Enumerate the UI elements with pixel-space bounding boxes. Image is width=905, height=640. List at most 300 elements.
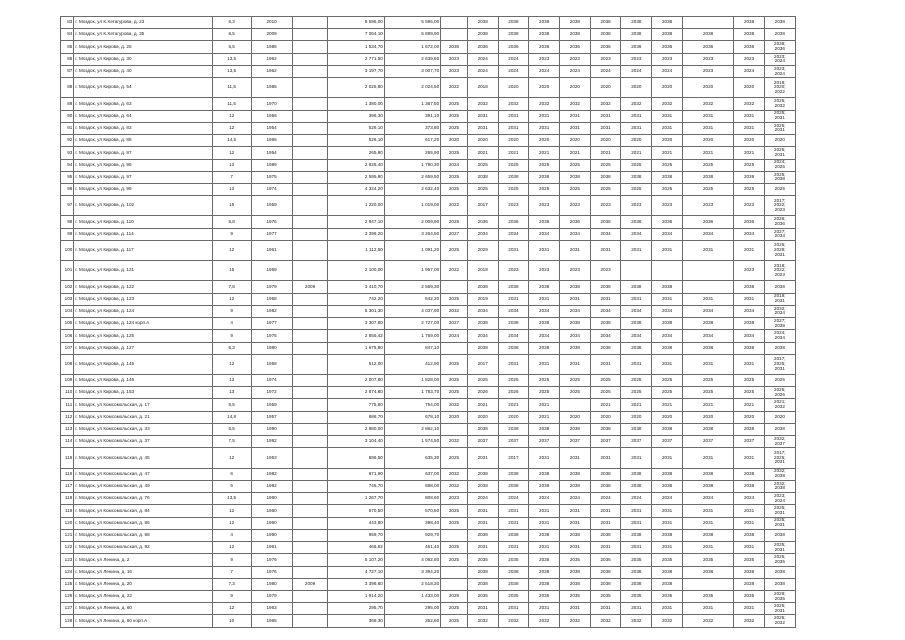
- row-year-renovated: [292, 318, 328, 330]
- row-total-area: 2 855,42: [328, 330, 384, 342]
- row-number: 113: [61, 423, 74, 435]
- row-year-g: 2020: [441, 411, 468, 423]
- row-living-area: 642,20: [384, 293, 440, 305]
- row-address: г. Моздок, ул Комсомольская, д. 37: [74, 436, 212, 448]
- row-year-c3: 2038: [529, 480, 560, 492]
- row-year-built: 1965: [251, 615, 292, 628]
- row-year-c3: 2021: [529, 411, 560, 423]
- table-body: [61, 17, 842, 628]
- row-living-area: 2 009,90: [384, 216, 440, 228]
- row-year-c5: 2038: [590, 318, 621, 330]
- row-address: г. Моздок, ул Кирова, д. 122: [74, 281, 212, 293]
- row-living-area: 295,00: [384, 603, 440, 615]
- row-year-c2: 2035: [498, 554, 529, 566]
- row-address: г. Моздок, ул Комсомольская, д. 76: [74, 493, 212, 505]
- row-number: 102: [61, 281, 74, 293]
- row-number: 84: [61, 29, 74, 41]
- row-total-area: 396,30: [328, 110, 384, 122]
- row-year-c5: 2020: [590, 411, 621, 423]
- row-year-c8: [682, 17, 733, 29]
- row-year-c2: 2026: [498, 387, 529, 399]
- row-year-summary: 2025; 2031: [764, 110, 795, 122]
- row-year-c2: 2031: [498, 110, 529, 122]
- row-living-area: 2 659,50: [384, 171, 440, 183]
- row-year-c1: 2017: [467, 354, 498, 374]
- row-year-c1: 2024: [467, 53, 498, 65]
- row-year-c1: 2031: [467, 603, 498, 615]
- row-year-built: 1986: [251, 41, 292, 53]
- row-year-c7: 2031: [652, 293, 683, 305]
- row-year-c8: 2038: [682, 171, 733, 183]
- row-year-c8: [682, 281, 733, 293]
- row-year-c3: 2031: [529, 542, 560, 554]
- row-year-c1: 2029: [467, 240, 498, 260]
- row-wear: 13,5: [212, 493, 251, 505]
- row-year-built: 1959: [251, 261, 292, 281]
- row-year-summary: 2020: [764, 135, 795, 147]
- row-year-built: 1982: [251, 436, 292, 448]
- row-year-c2: 2031: [498, 354, 529, 374]
- row-year-c8: 2031: [682, 517, 733, 529]
- row-year-c8: 2038: [682, 29, 733, 41]
- row-total-area: 2 947,10: [328, 216, 384, 228]
- row-year-built: 1989: [251, 159, 292, 171]
- row-year-built: 1960: [251, 505, 292, 517]
- row-number: 116: [61, 468, 74, 480]
- row-year-c8: 2031: [682, 603, 733, 615]
- row-year-c5: 2021: [590, 399, 621, 411]
- row-year-c5: 2020: [590, 78, 621, 98]
- row-year-built: 1976: [251, 554, 292, 566]
- row-number: 126: [61, 590, 74, 602]
- table-row: [61, 566, 842, 578]
- schedule-sheet: [60, 16, 842, 628]
- row-living-area: 1 367,50: [384, 98, 440, 110]
- row-year-c7: 2038: [652, 529, 683, 541]
- row-year-c3: 2037: [529, 436, 560, 448]
- row-year-c9: 2031: [734, 603, 765, 615]
- row-year-built: 1954: [251, 122, 292, 134]
- row-year-c8: 2034: [682, 228, 733, 240]
- row-year-c8: [682, 578, 733, 590]
- row-year-c4: 2031: [560, 293, 591, 305]
- row-year-c5: 2031: [590, 122, 621, 134]
- row-year-c3: 2038: [529, 578, 560, 590]
- row-wear: 6: [212, 480, 251, 492]
- row-address: г. Моздок, ул Кирова, д. 30: [74, 53, 212, 65]
- row-year-c7: 2021: [652, 147, 683, 159]
- row-year-c2: 2038: [498, 578, 529, 590]
- row-year-c6: 2024: [621, 65, 652, 77]
- row-year-c2: 2021: [498, 147, 529, 159]
- row-wear: 9: [212, 228, 251, 240]
- row-wear: 12: [212, 122, 251, 134]
- row-year-c7: 2031: [652, 354, 683, 374]
- row-year-renovated: [292, 448, 328, 468]
- row-wear: 12: [212, 110, 251, 122]
- row-year-g: [441, 578, 468, 590]
- row-year-c8: 2023: [682, 53, 733, 65]
- row-year-c2: 2021: [498, 399, 529, 411]
- row-number: 93: [61, 147, 74, 159]
- table-row: [61, 578, 842, 590]
- table-row: [61, 529, 842, 541]
- row-number: 128: [61, 615, 74, 628]
- row-year-c1: 2031: [467, 542, 498, 554]
- row-year-c4: 2038: [560, 29, 591, 41]
- row-number: 95: [61, 171, 74, 183]
- row-year-c3: 2036: [529, 41, 560, 53]
- row-year-summary: 2025; 2031: [764, 603, 795, 615]
- row-year-c6: 2020: [621, 411, 652, 423]
- row-year-c3: 2038: [529, 318, 560, 330]
- row-year-c4: 2024: [560, 65, 591, 77]
- row-address: г. Моздок, ул Комсомольская, д. 88: [74, 529, 212, 541]
- row-year-c9: 2025: [734, 159, 765, 171]
- table-row: [61, 65, 842, 77]
- row-year-summary: 2019; 2031: [764, 293, 795, 305]
- row-year-c7: 2038: [652, 17, 683, 29]
- row-year-g: 2025: [441, 375, 468, 387]
- row-year-c2: 2032: [498, 98, 529, 110]
- row-total-area: 2 007,80: [328, 375, 384, 387]
- row-year-c1: 2038: [467, 281, 498, 293]
- row-total-area: 443,80: [328, 517, 384, 529]
- row-year-g: 2025: [441, 517, 468, 529]
- row-year-c5: 2032: [590, 98, 621, 110]
- row-year-c5: 2025: [590, 375, 621, 387]
- row-year-summary: 2025; 2031: [764, 517, 795, 529]
- row-year-c7: 2035: [652, 590, 683, 602]
- row-year-c8: 2038: [682, 566, 733, 578]
- row-year-c8: 2034: [682, 330, 733, 342]
- row-year-c1: 2018: [467, 261, 498, 281]
- row-year-c8: 2035: [682, 554, 733, 566]
- row-year-g: 2032: [441, 436, 468, 448]
- row-year-c2: 2036: [498, 41, 529, 53]
- row-year-c7: 2036: [652, 216, 683, 228]
- row-number: 125: [61, 578, 74, 590]
- row-year-c8: 2038: [682, 468, 733, 480]
- row-year-renovated: [292, 411, 328, 423]
- row-address: г. Моздок, ул Кирова, д. 99: [74, 184, 212, 196]
- row-year-built: 1962: [251, 65, 292, 77]
- row-year-summary: 2017; 2025; 2031: [764, 448, 795, 468]
- row-year-c4: 2035: [560, 590, 591, 602]
- row-year-summary: 2038: [764, 281, 795, 293]
- row-number: 122: [61, 542, 74, 554]
- row-address: г. Моздок, ул Ленина, д. 16: [74, 566, 212, 578]
- row-living-area: 3 264,50: [384, 228, 440, 240]
- row-year-built: 1975: [251, 330, 292, 342]
- row-year-c4: 2038: [560, 468, 591, 480]
- row-total-area: 265,90: [328, 147, 384, 159]
- row-year-c6: 2031: [621, 505, 652, 517]
- table-row: [61, 468, 842, 480]
- row-year-built: 1960: [251, 493, 292, 505]
- row-total-area: 2 025,80: [328, 78, 384, 98]
- row-year-c2: 2038: [498, 566, 529, 578]
- row-year-c8: 2021: [682, 399, 733, 411]
- row-number: 117: [61, 480, 74, 492]
- row-year-c3: 2031: [529, 240, 560, 260]
- row-year-c9: 2038: [734, 423, 765, 435]
- row-year-summary: 2026; 2036: [764, 216, 795, 228]
- row-year-c3: 2023: [529, 53, 560, 65]
- row-year-c2: 2034: [498, 330, 529, 342]
- row-year-g: [441, 29, 468, 41]
- row-living-area: 3 394,20: [384, 566, 440, 578]
- row-year-c6: 2031: [621, 448, 652, 468]
- row-address: г. Моздок, ул Комсомольская, д. 33: [74, 423, 212, 435]
- row-year-c7: 2025: [652, 375, 683, 387]
- row-year-summary: 2025: [764, 184, 795, 196]
- row-year-c7: [652, 261, 683, 281]
- row-year-built: 2010: [251, 17, 292, 29]
- row-year-g: 2027: [441, 228, 468, 240]
- row-year-c3: 2032: [529, 98, 560, 110]
- row-total-area: 369,30: [328, 615, 384, 628]
- row-year-c7: 2038: [652, 423, 683, 435]
- table-row: [61, 590, 842, 602]
- row-year-renovated: [292, 517, 328, 529]
- table-row: [61, 184, 842, 196]
- table-row: [61, 342, 842, 354]
- row-year-c7: 2025: [652, 184, 683, 196]
- row-wear: 9: [212, 590, 251, 602]
- row-year-c7: 2038: [652, 171, 683, 183]
- row-year-c6: 2035: [621, 590, 652, 602]
- row-year-c8: 2036: [682, 216, 733, 228]
- row-number: 107: [61, 342, 74, 354]
- row-year-c3: 2031: [529, 110, 560, 122]
- row-year-c9: 2036: [734, 216, 765, 228]
- row-number: 121: [61, 529, 74, 541]
- row-year-c1: 2037: [467, 436, 498, 448]
- row-year-c5: 2038: [590, 468, 621, 480]
- row-year-g: 2022: [441, 196, 468, 216]
- row-number: 98: [61, 216, 74, 228]
- row-year-g: 2025: [441, 184, 468, 196]
- row-year-c5: 2034: [590, 330, 621, 342]
- row-year-built: 1976: [251, 216, 292, 228]
- row-year-c6: 2038: [621, 529, 652, 541]
- row-year-c9: 2038: [734, 529, 765, 541]
- row-year-built: 1979: [251, 281, 292, 293]
- row-year-c8: 2020: [682, 411, 733, 423]
- row-year-c9: 2038: [734, 281, 765, 293]
- row-living-area: 635,30: [384, 448, 440, 468]
- row-year-built: 1980: [251, 578, 292, 590]
- table-row: [61, 615, 842, 628]
- row-number: 100: [61, 240, 74, 260]
- row-year-c6: 2035: [621, 554, 652, 566]
- row-wear: 12: [212, 517, 251, 529]
- row-number: 87: [61, 65, 74, 77]
- row-year-c2: 2031: [498, 293, 529, 305]
- row-year-c3: 2023: [529, 261, 560, 281]
- row-year-c4: 2021: [560, 147, 591, 159]
- row-year-c1: 2025: [467, 184, 498, 196]
- row-wear: 7: [212, 566, 251, 578]
- row-number: 90: [61, 110, 74, 122]
- row-year-c7: 2037: [652, 436, 683, 448]
- row-year-c7: 2036: [652, 41, 683, 53]
- row-year-c9: 2038: [734, 480, 765, 492]
- row-year-g: 2025: [441, 354, 468, 374]
- row-year-c6: 2031: [621, 517, 652, 529]
- row-year-c4: 2031: [560, 505, 591, 517]
- row-year-c5: 2038: [590, 29, 621, 41]
- row-year-summary: 2017; 2022; 2023: [764, 196, 795, 216]
- row-wear: 7,3: [212, 578, 251, 590]
- row-address: г. Моздок, ул Кирова, д. 124: [74, 305, 212, 317]
- row-year-built: 1961: [251, 542, 292, 554]
- row-year-summary: 2032; 2038: [764, 468, 795, 480]
- row-year-c9: 2035: [734, 590, 765, 602]
- row-number: 120: [61, 517, 74, 529]
- row-year-c4: 2031: [560, 448, 591, 468]
- row-year-c5: 2031: [590, 240, 621, 260]
- row-year-c5: 2038: [590, 529, 621, 541]
- table-row: [61, 159, 842, 171]
- row-year-c4: 2034: [560, 228, 591, 240]
- row-year-c6: 2038: [621, 480, 652, 492]
- row-year-renovated: [292, 375, 328, 387]
- row-year-built: 1982: [251, 480, 292, 492]
- row-year-c5: 2031: [590, 354, 621, 374]
- table-row: [61, 135, 842, 147]
- row-year-built: 1958: [251, 354, 292, 374]
- row-year-built: 1982: [251, 468, 292, 480]
- row-year-c1: 2024: [467, 65, 498, 77]
- row-year-c3: 2024: [529, 493, 560, 505]
- row-address: г. Моздок, ул К.Хетагурова, д. 35: [74, 29, 212, 41]
- row-year-g: 2029: [441, 590, 468, 602]
- row-total-area: 2 874,80: [328, 387, 384, 399]
- row-wear: 6,3: [212, 342, 251, 354]
- table-row: [61, 78, 842, 98]
- row-address: г. Моздок, ул Кирова, д. 25: [74, 41, 212, 53]
- row-year-c2: 2037: [498, 436, 529, 448]
- row-wear: 14,8: [212, 411, 251, 423]
- row-year-renovated: [292, 159, 328, 171]
- row-living-area: 391,10: [384, 110, 440, 122]
- row-year-g: 2024: [441, 330, 468, 342]
- row-year-c7: 2031: [652, 603, 683, 615]
- row-year-summary: 2025; 2031: [764, 122, 795, 134]
- row-year-c5: 2024: [590, 65, 621, 77]
- row-year-summary: 2025; 2029; 2031: [764, 240, 795, 260]
- table-row: [61, 505, 842, 517]
- row-year-c9: 2025: [734, 184, 765, 196]
- row-year-c9: 2038: [734, 578, 765, 590]
- row-year-c6: 2034: [621, 330, 652, 342]
- row-year-c9: 2037: [734, 436, 765, 448]
- row-year-c7: 2024: [652, 65, 683, 77]
- row-number: 111: [61, 399, 74, 411]
- row-wear: 13,5: [212, 53, 251, 65]
- row-year-c2: 2031: [498, 603, 529, 615]
- row-year-c9: 2020: [734, 411, 765, 423]
- row-year-g: 2025: [441, 448, 468, 468]
- row-living-area: 1 790,30: [384, 159, 440, 171]
- row-living-area: 5 595,00: [384, 17, 440, 29]
- row-year-c4: 2031: [560, 122, 591, 134]
- row-year-c3: 2038: [529, 566, 560, 578]
- row-total-area: 1 380,00: [328, 98, 384, 110]
- row-address: г. Моздок, ул Ленина, д. 2: [74, 554, 212, 566]
- row-living-area: 5 899,90: [384, 29, 440, 41]
- row-year-c9: 2023: [734, 53, 765, 65]
- row-year-c3: 2031: [529, 505, 560, 517]
- row-year-renovated: [292, 493, 328, 505]
- table-row: [61, 293, 842, 305]
- row-year-c7: 2023: [652, 53, 683, 65]
- row-year-g: 2032: [441, 399, 468, 411]
- row-total-area: 4 324,20: [328, 184, 384, 196]
- row-year-c9: 2032: [734, 615, 765, 628]
- table-row: [61, 387, 842, 399]
- row-year-built: 1974: [251, 375, 292, 387]
- row-year-c2: 2020: [498, 78, 529, 98]
- row-year-c1: 2032: [467, 615, 498, 628]
- table-row: [61, 354, 842, 374]
- row-year-c9: 2038: [734, 318, 765, 330]
- row-year-c7: 2038: [652, 29, 683, 41]
- row-year-summary: 2038: [764, 578, 795, 590]
- row-number: 112: [61, 411, 74, 423]
- row-year-renovated: [292, 542, 328, 554]
- row-year-c9: 2038: [734, 468, 765, 480]
- row-year-c8: [682, 261, 733, 281]
- row-year-c7: 2032: [652, 98, 683, 110]
- row-year-g: 2032: [441, 468, 468, 480]
- row-year-c3: 2035: [529, 590, 560, 602]
- row-wear: 12: [212, 505, 251, 517]
- row-year-built: 1985: [251, 78, 292, 98]
- row-living-area: 1 091,20: [384, 240, 440, 260]
- row-living-area: 1 574,50: [384, 436, 440, 448]
- row-year-c2: 2034: [498, 305, 529, 317]
- row-year-g: 2025: [441, 110, 468, 122]
- row-year-built: 1974: [251, 184, 292, 196]
- row-year-c5: 2025: [590, 184, 621, 196]
- row-number: 103: [61, 293, 74, 305]
- row-year-c4: 2038: [560, 318, 591, 330]
- row-number: 85: [61, 41, 74, 53]
- row-year-c8: 2031: [682, 240, 733, 260]
- row-year-c5: 2038: [590, 480, 621, 492]
- row-year-c6: 2031: [621, 354, 652, 374]
- row-year-c1: 2038: [467, 423, 498, 435]
- row-year-c8: 2032: [682, 98, 733, 110]
- row-year-c3: 2038: [529, 281, 560, 293]
- row-address: г. Моздок, ул Кирова, д. 117: [74, 240, 212, 260]
- row-year-c6: 2031: [621, 542, 652, 554]
- row-year-c3: 2020: [529, 135, 560, 147]
- row-year-c4: 2025: [560, 184, 591, 196]
- row-year-c9: 2024: [734, 493, 765, 505]
- row-year-c1: 2018: [467, 78, 498, 98]
- row-year-renovated: [292, 554, 328, 566]
- table-row: [61, 122, 842, 134]
- row-number: 108: [61, 354, 74, 374]
- row-address: г. Моздок, ул Кирова, д. 63: [74, 98, 212, 110]
- row-year-c4: 2031: [560, 542, 591, 554]
- row-year-c8: 2025: [682, 375, 733, 387]
- row-year-renovated: [292, 436, 328, 448]
